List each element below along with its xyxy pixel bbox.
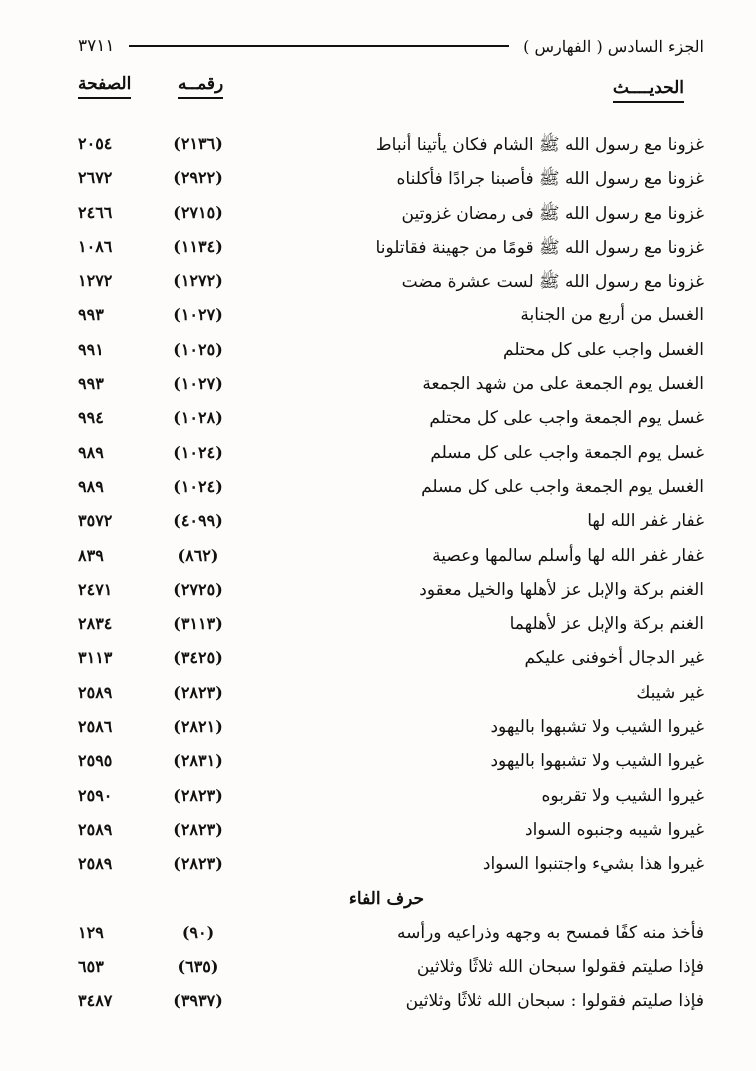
- hadith-text: غيروا الشيب ولا تقربوه: [541, 785, 704, 806]
- index-row: [78, 713, 704, 747]
- hadith-text: غزونا مع رسول الله ﷺ فى رمضان غزوتين: [401, 203, 704, 224]
- hadith-text: الغسل يوم الجمعة واجب على كل مسلم: [421, 476, 704, 497]
- index-row: [78, 267, 704, 301]
- hadith-number: (٤٠٩٩): [173, 511, 223, 531]
- hadith-number: (٩٠): [181, 922, 215, 942]
- index-row: [78, 644, 704, 678]
- column-headers: [78, 74, 704, 106]
- index-row: [78, 301, 704, 335]
- page-number: ٣٧١١: [78, 36, 115, 56]
- index-row: [78, 233, 704, 267]
- column-header-page: الصفحة: [78, 74, 131, 99]
- page-ref: ٦٥٣: [78, 957, 104, 977]
- section-heading: [78, 885, 704, 919]
- hadith-text: فأخذ منه كفًا فمسح به وجهه وذراعيه ورأسه: [397, 922, 704, 943]
- hadith-text: الغنم بركة والإبل عز لأهلها والخيل معقود: [419, 579, 704, 600]
- index-row: [78, 130, 704, 164]
- hadith-text: غزونا مع رسول الله ﷺ لست عشرة مضت: [401, 272, 704, 293]
- hadith-text: غسل يوم الجمعة واجب على كل مسلم: [430, 442, 704, 463]
- page-ref: ٣١١٣: [78, 648, 113, 668]
- page-ref: ٣٤٨٧: [78, 991, 113, 1011]
- page-ref: ٨٣٩: [78, 545, 104, 565]
- index-row: [78, 164, 704, 198]
- hadith-number: (١٢٧٢): [173, 271, 223, 291]
- hadith-number: (٣٩٣٧): [173, 991, 223, 1011]
- hadith-number: (٢٨٢٣): [173, 682, 223, 702]
- hadith-number: (٢٩٢٢): [173, 168, 223, 188]
- hadith-number: (٢٧٢٥): [173, 579, 223, 599]
- hadith-number: (٢٨٢٣): [173, 785, 223, 805]
- hadith-text: غفار غفر الله لها وأسلم سالمها وعصية: [432, 545, 704, 566]
- index-row: [78, 987, 704, 1021]
- page-ref: ٩٩٤: [78, 408, 104, 428]
- index-row: [78, 747, 704, 781]
- hadith-text: غيروا الشيب ولا تشبهوا باليهود: [490, 717, 704, 738]
- page-ref: ١٢٩: [78, 922, 104, 942]
- index-row: [78, 404, 704, 438]
- header-rule: [129, 45, 510, 47]
- page-ref: ٩٩٣: [78, 305, 104, 325]
- hadith-text: فإذا صليتم فقولوا سبحان الله ثلاثًا وثلاثين: [416, 957, 704, 978]
- hadith-number: (١٠٢٤): [173, 442, 223, 462]
- page-ref: ٩٩٣: [78, 374, 104, 394]
- index-entries: [78, 130, 704, 1022]
- page-ref: ٩٨٩: [78, 442, 104, 462]
- page-ref: ٢٥٨٩: [78, 819, 113, 839]
- hadith-text: غيروا هذا بشيء واجتنبوا السواد: [482, 854, 704, 875]
- hadith-text: غزونا مع رسول الله ﷺ قومًا من جهينة فقاتلونا: [375, 237, 704, 258]
- page-ref: ٢٤٧١: [78, 579, 113, 599]
- running-header: [78, 34, 704, 58]
- page-ref: ١٢٧٢: [78, 271, 113, 291]
- page-ref: ٢٠٥٤: [78, 134, 113, 153]
- index-row: [78, 782, 704, 816]
- hadith-number: (١٠٢٤): [173, 476, 223, 496]
- index-row: [78, 679, 704, 713]
- hadith-text: الغنم بركة والإبل عز لأهلهما: [509, 614, 704, 635]
- hadith-text: الغسل واجب على كل محتلم: [503, 339, 704, 360]
- page-ref: ٩٨٩: [78, 476, 104, 496]
- page-ref: ٢٥٩٥: [78, 751, 113, 771]
- hadith-text: غفار غفر الله لها: [587, 511, 704, 532]
- page-ref: ٢٤٦٦: [78, 202, 113, 222]
- column-header-number: رقمــه: [178, 74, 223, 99]
- hadith-number: (٢٧١٥): [173, 202, 223, 222]
- hadith-number: (٢٨٢٣): [173, 819, 223, 839]
- page-ref: ١٠٨٦: [78, 236, 113, 256]
- index-row: [78, 370, 704, 404]
- hadith-number: (٢٨٢٣): [173, 854, 223, 874]
- section-heading-text: حرف الفاء: [348, 888, 424, 909]
- hadith-number: (٢٨٢١): [173, 717, 223, 737]
- index-row: [78, 542, 704, 576]
- hadith-text: غزونا مع رسول الله ﷺ فأصبنا جرادًا فأكلناه: [396, 169, 704, 190]
- hadith-number: (١٠٢٥): [173, 339, 223, 359]
- index-row: [78, 473, 704, 507]
- hadith-number: (١١٣٤): [173, 236, 223, 256]
- hadith-text: غزونا مع رسول الله ﷺ الشام فكان يأتينا أنباط: [375, 135, 704, 155]
- running-title: الجزء السادس ( الفهارس ): [523, 36, 704, 56]
- hadith-text: الغسل يوم الجمعة على من شهد الجمعة: [422, 374, 704, 395]
- page-ref: ٣٥٧٢: [78, 511, 113, 531]
- index-row: [78, 576, 704, 610]
- hadith-text: فإذا صليتم فقولوا : سبحان الله ثلاثًا وثلاثين: [405, 991, 704, 1012]
- index-row: [78, 919, 704, 953]
- page-ref: ٢٥٩٠: [78, 785, 113, 805]
- hadith-number: (٣٤٢٥): [173, 648, 223, 668]
- page-ref: ٢٥٨٦: [78, 717, 113, 737]
- hadith-number: (٨٦٢): [177, 545, 219, 565]
- hadith-number: (٦٣٥): [177, 957, 219, 977]
- index-row: [78, 953, 704, 987]
- page-ref: ٩٩١: [78, 339, 104, 359]
- index-row: [78, 199, 704, 233]
- page-ref: ٢٨٣٤: [78, 614, 113, 634]
- hadith-number: (١٠٢٧): [173, 305, 223, 325]
- index-row: [78, 610, 704, 644]
- hadith-text: غيروا شيبه وجنبوه السواد: [525, 819, 704, 840]
- hadith-text: غير شيبك: [636, 682, 704, 703]
- hadith-text: غير الدجال أخوفنى عليكم: [524, 648, 704, 669]
- hadith-number: (٢٨٣١): [173, 751, 223, 771]
- column-header-hadith: الحديــــث: [613, 78, 684, 103]
- index-row: [78, 816, 704, 850]
- page-ref: ٢٥٨٩: [78, 682, 113, 702]
- hadith-number: (٢١٣٦): [173, 134, 223, 153]
- hadith-number: (٣١١٣): [173, 614, 223, 634]
- index-row: [78, 850, 704, 884]
- page-ref: ٢٥٨٩: [78, 854, 113, 874]
- hadith-number: (١٠٢٧): [173, 374, 223, 394]
- hadith-number: (١٠٢٨): [173, 408, 223, 428]
- index-row: [78, 439, 704, 473]
- hadith-text: غيروا الشيب ولا تشبهوا باليهود: [490, 751, 704, 772]
- hadith-text: الغسل من أربع من الجنابة: [520, 305, 704, 326]
- index-row: [78, 507, 704, 541]
- hadith-text: غسل يوم الجمعة واجب على كل محتلم: [429, 408, 704, 429]
- index-row: [78, 336, 704, 370]
- page-ref: ٢٦٧٢: [78, 168, 113, 188]
